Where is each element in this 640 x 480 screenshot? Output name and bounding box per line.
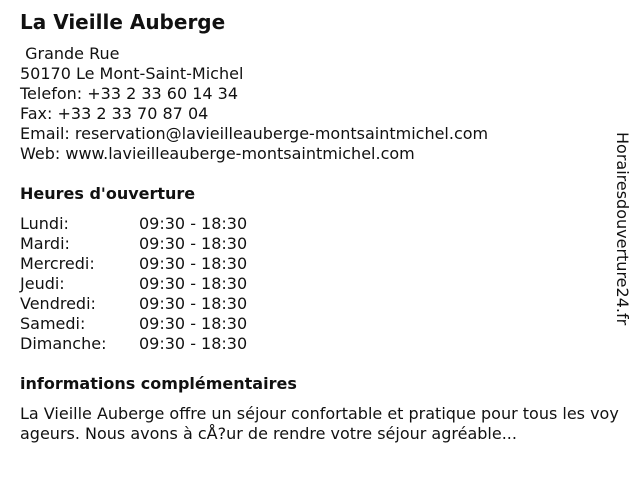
time-range: 09:30 - 18:30 [139,274,248,293]
day-label: Samedi: [20,314,86,333]
hours-row-tuesday [20,234,280,254]
opening-hours-list [20,214,280,354]
time-range: 09:30 - 18:30 [139,254,248,273]
day-label: Jeudi: [20,274,65,293]
hours-heading: Heures d'ouverture [20,184,196,203]
hours-row-friday [20,294,280,314]
day-label: Dimanche: [20,334,107,353]
website-url: Web: www.lavieilleauberge-montsaintmichel.com [20,144,415,163]
time-range: 09:30 - 18:30 [139,234,248,253]
day-label: Mardi: [20,234,70,253]
fax-number: Fax: +33 2 33 70 87 04 [20,104,209,123]
day-label: Vendredi: [20,294,96,313]
info-heading: informations complémentaires [20,374,297,393]
street-address: Grande Rue [20,44,120,63]
info-description: La Vieille Auberge offre un séjour confortable et pratique pour tous les voyageurs. Nous avons à cÅ?ur de rendre votre séjour agréable... [20,404,619,443]
day-label: Mercredi: [20,254,95,273]
phone-number: Telefon: +33 2 33 60 14 34 [20,84,239,103]
email-address: Email: reservation@lavieilleauberge-montsaintmichel.com [20,124,489,143]
time-range: 09:30 - 18:30 [139,214,248,233]
business-name: La Vieille Auberge [20,10,226,34]
contact-block [20,44,488,164]
city-address: 50170 Le Mont-Saint-Michel [20,64,244,83]
hours-row-sunday [20,334,280,354]
time-range: 09:30 - 18:30 [139,294,248,313]
day-label: Lundi: [20,214,69,233]
hours-row-saturday [20,314,280,334]
side-brand-watermark: Horairesdouverture24.fr [613,132,632,326]
hours-row-monday [20,214,280,234]
hours-row-wednesday [20,254,280,274]
time-range: 09:30 - 18:30 [139,334,248,353]
hours-row-thursday [20,274,280,294]
time-range: 09:30 - 18:30 [139,314,248,333]
